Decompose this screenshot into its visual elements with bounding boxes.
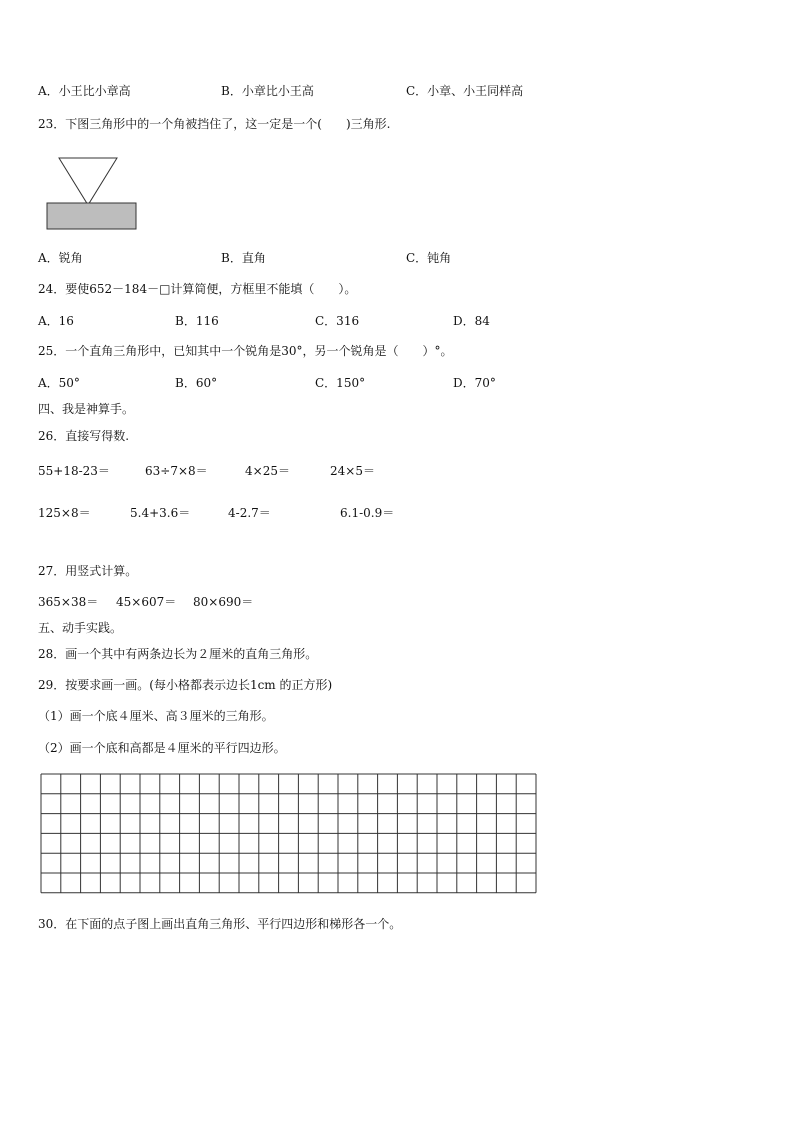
calc-item: 80×690＝: [193, 595, 254, 609]
option-c: C．316: [315, 314, 360, 328]
triangle-figure: [44, 154, 140, 232]
option-a: A．16: [38, 314, 74, 328]
option-d: D．84: [453, 314, 490, 328]
question-23-stem: 23．下图三角形中的一个角被挡住了，这一定是一个( )三角形.: [38, 117, 391, 131]
calc-item: 63÷7×8＝: [145, 464, 208, 478]
option-c: C．150°: [315, 376, 366, 390]
calc-item: 45×607＝: [116, 595, 177, 609]
option-b: B．116: [175, 314, 219, 328]
option-b: B．直角: [221, 251, 266, 265]
square-grid: [40, 773, 540, 895]
option-c: C．小章、小王同样高: [406, 84, 524, 98]
calc-item: 125×8＝: [38, 506, 91, 520]
calc-item: 4×25＝: [245, 464, 290, 478]
option-c: C．钝角: [406, 251, 452, 265]
option-a: A．小王比小章高: [38, 84, 131, 98]
question-27-stem: 27．用竖式计算。: [38, 564, 138, 578]
option-d: D．70°: [453, 376, 496, 390]
question-26-stem: 26．直接写得数.: [38, 429, 130, 443]
question-25-stem: 25．一个直角三角形中，已知其中一个锐角是30°，另一个锐角是（ ）°。: [38, 344, 453, 358]
question-28-stem: 28．画一个其中有两条边长为２厘米的直角三角形。: [38, 647, 318, 661]
question-29-sub1: （1）画一个底４厘米、高３厘米的三角形。: [38, 709, 274, 723]
calc-item: 6.1-0.9＝: [340, 506, 395, 520]
section-heading: 四、我是神算手。: [38, 402, 135, 416]
section-heading: 五、动手实践。: [38, 621, 123, 635]
question-24-stem: 24．要使652－184－□计算简便，方框里不能填（ ）。: [38, 282, 357, 296]
option-b: B．小章比小王高: [221, 84, 314, 98]
option-a: A．50°: [38, 376, 80, 390]
calc-item: 5.4+3.6＝: [130, 506, 191, 520]
option-a: A．锐角: [38, 251, 83, 265]
question-30-stem: 30．在下面的点子图上画出直角三角形、平行四边形和梯形各一个。: [38, 917, 402, 931]
calc-item: 365×38＝: [38, 595, 99, 609]
option-b: B．60°: [175, 376, 218, 390]
calc-item: 4-2.7＝: [228, 506, 271, 520]
calc-item: 55+18-23＝: [38, 464, 110, 478]
question-29-sub2: （2）画一个底和高都是４厘米的平行四边形。: [38, 741, 286, 755]
calc-item: 24×5＝: [330, 464, 375, 478]
question-29-stem: 29．按要求画一画。(每小格都表示边长1cm 的正方形): [38, 678, 333, 692]
